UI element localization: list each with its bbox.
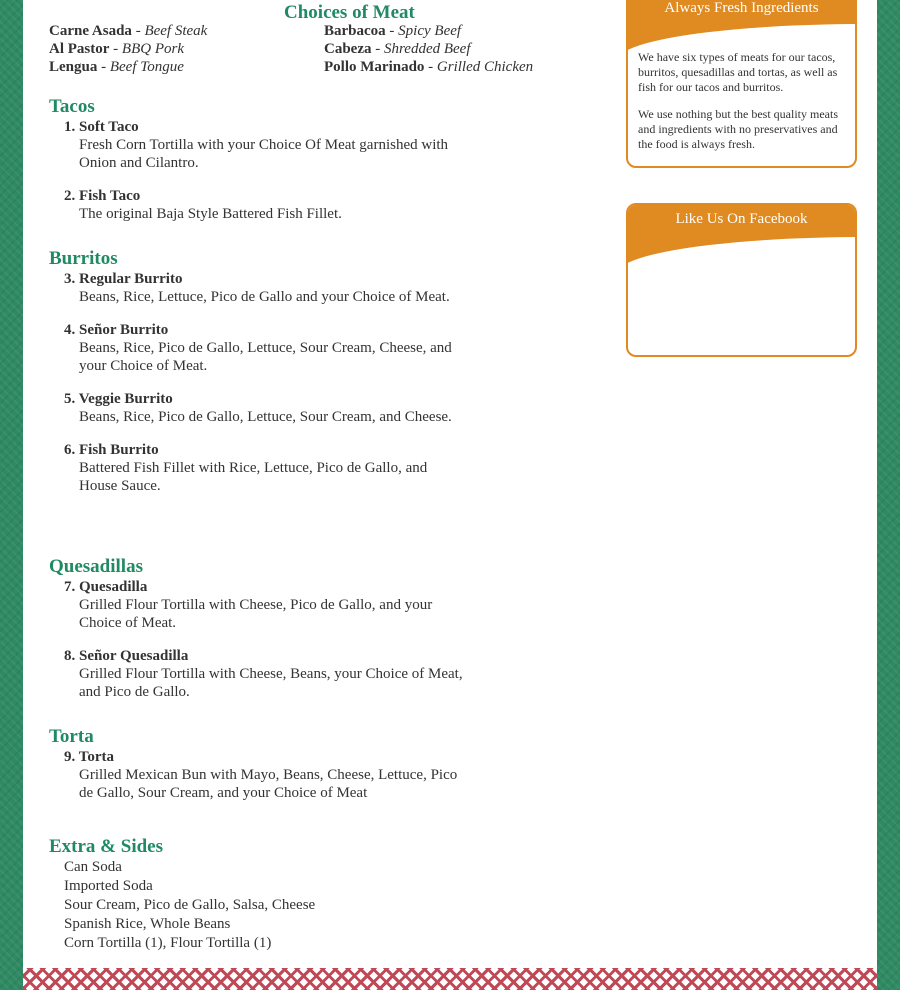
fresh-ingredients-header	[628, 0, 855, 50]
item-title: 4. Señor Burrito	[64, 322, 169, 338]
menu-item	[64, 647, 489, 701]
extra-item: Can Soda	[64, 859, 122, 875]
menu-item	[64, 118, 489, 172]
fresh-paragraph-2: We use nothing but the best quality meats and ingredients with no preservatives and the food is always fresh.	[638, 107, 838, 151]
meat-option: Pollo Marinado - Grilled Chicken	[324, 59, 534, 75]
item-title: 8. Señor Quesadilla	[64, 648, 189, 664]
menu-item	[64, 390, 489, 426]
item-description: Grilled Flour Tortilla with Cheese, Pico de Gallo, and your Choice of Meat.	[79, 597, 433, 631]
meat-option: Carne Asada - Beef Steak	[49, 23, 208, 39]
extra-item: Sour Cream, Pico de Gallo, Salsa, Cheese	[64, 897, 316, 913]
section-extras	[49, 836, 315, 953]
meat-choices-heading: Choices of Meat	[284, 2, 415, 23]
meat-option: Cabeza - Shredded Beef	[324, 41, 471, 57]
item-description: Beans, Rice, Pico de Gallo, Lettuce, Sour Cream, and Cheese.	[79, 409, 452, 425]
section-burritos	[49, 248, 489, 510]
menu-item	[64, 441, 489, 495]
item-title: 3. Regular Burrito	[64, 271, 183, 287]
menu-item	[64, 187, 489, 223]
fresh-ingredients-title: Always Fresh Ingredients	[664, 0, 819, 16]
item-description: Fresh Corn Tortilla with your Choice Of Meat garnished with Onion and Cilantro.	[79, 137, 449, 171]
meat-option: Lengua - Beef Tongue	[49, 59, 184, 75]
extra-item: Spanish Rice, Whole Beans	[64, 916, 231, 932]
item-description: The original Baja Style Battered Fish Fillet.	[79, 206, 342, 222]
facebook-widget-area	[628, 265, 855, 275]
section-torta	[49, 726, 489, 817]
decorative-border	[23, 968, 877, 990]
fresh-paragraph-1: We have six types of meats for our tacos, burritos, quesadillas and tortas, as well as fish for our tacos and burritos.	[638, 50, 838, 94]
fresh-ingredients-body	[628, 50, 855, 168]
item-title: 5. Veggie Burrito	[64, 391, 173, 407]
section-quesadillas	[49, 556, 489, 716]
item-title: 1. Soft Taco	[64, 119, 139, 135]
item-description: Grilled Mexican Bun with Mayo, Beans, Cheese, Lettuce, Pico de Gallo, Sour Cream, and your Choice of Meat	[79, 767, 458, 801]
menu-item	[64, 270, 489, 306]
facebook-box	[626, 203, 857, 357]
extra-item: Imported Soda	[64, 878, 153, 894]
meat-option: Al Pastor - BBQ Pork	[49, 41, 184, 57]
item-description: Battered Fish Fillet with Rice, Lettuce, Pico de Gallo, and House Sauce.	[79, 460, 428, 494]
section-title: Tacos	[49, 96, 95, 117]
menu-item	[64, 578, 489, 632]
item-title: 6. Fish Burrito	[64, 442, 159, 458]
item-description: Beans, Rice, Pico de Gallo, Lettuce, Sour Cream, Cheese, and your Choice of Meat.	[79, 340, 452, 374]
section-title: Extra & Sides	[49, 836, 163, 857]
facebook-header	[628, 205, 855, 265]
section-title: Burritos	[49, 248, 118, 269]
item-description: Grilled Flour Tortilla with Cheese, Beans, your Choice of Meat, and Pico de Gallo.	[79, 666, 463, 700]
meat-option: Barbacoa - Spicy Beef	[324, 23, 462, 39]
item-description: Beans, Rice, Lettuce, Pico de Gallo and your Choice of Meat.	[79, 289, 450, 305]
item-title: 9. Torta	[64, 749, 115, 765]
item-title: 2. Fish Taco	[64, 188, 141, 204]
section-title: Quesadillas	[49, 556, 143, 577]
page	[23, 0, 877, 990]
item-title: 7. Quesadilla	[64, 579, 148, 595]
section-tacos	[49, 96, 489, 238]
facebook-title[interactable]: Like Us On Facebook	[675, 211, 808, 227]
extra-item: Corn Tortilla (1), Flour Tortilla (1)	[64, 935, 272, 951]
section-title: Torta	[49, 726, 94, 747]
menu-item	[64, 748, 489, 802]
fresh-ingredients-box	[626, 0, 857, 168]
menu-item	[64, 321, 489, 375]
